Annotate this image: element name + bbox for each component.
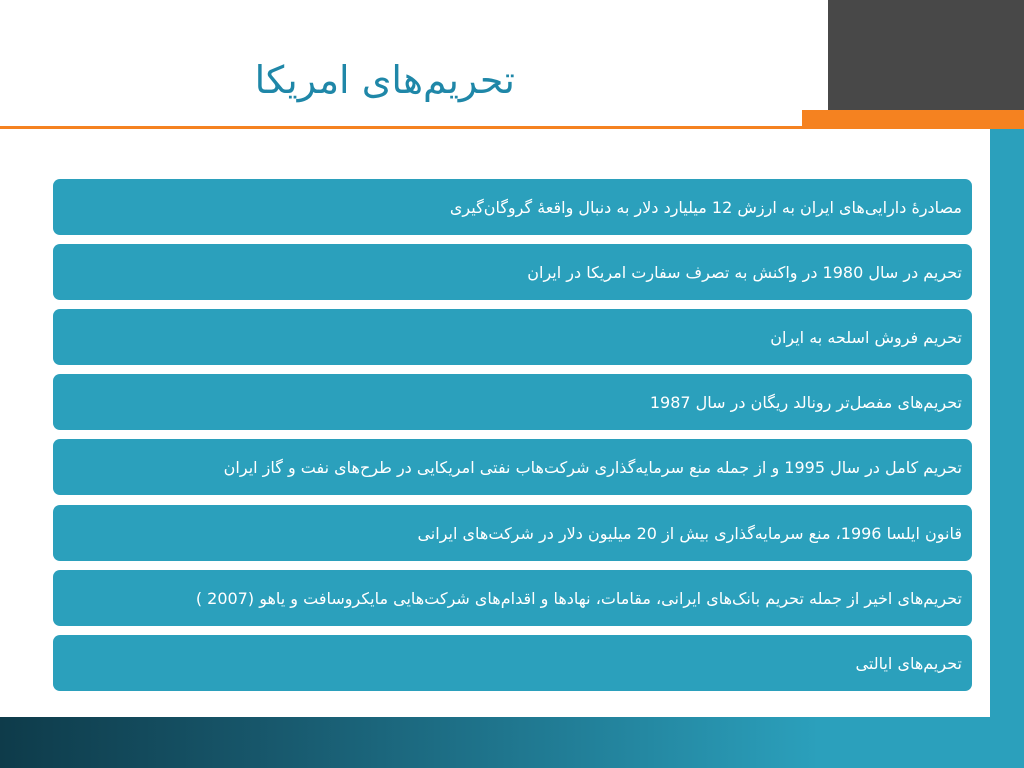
list-item [53, 244, 972, 300]
list-item-label: قانون ایلسا 1996، منع سرمایه‌گذاری بیش از 20 میلیون دلار در شرکت‌های ایرانی [417, 523, 962, 543]
list-item-label: مصادرهٔ دارایی‌های ایران به ارزش 12 میلیارد دلار به دنبال واقعهٔ گروگان‌گیری [449, 197, 962, 217]
list-item [53, 309, 972, 365]
orange-divider-line [0, 126, 802, 129]
list-item-label: تحریم کامل در سال 1995 و از جمله منع سرمایه‌گذاری شرکت‌هاب نفتی امریکایی در طرح‌های نفت و گاز ایران [223, 457, 962, 477]
list-item-label: تحریم در سال 1980 در واکنش به تصرف سفارت امریکا در ایران [527, 262, 962, 282]
right-teal-bar [990, 129, 1024, 717]
orange-accent-block [802, 110, 1024, 129]
slide-title: تحریم‌های امریکا [254, 58, 515, 102]
list-item-label: تحریم‌های اخیر از جمله تحریم بانک‌های ایرانی، مقامات، نهادها و اقدام‌های شرکت‌هایی مایکروسافت و یاهو (2007 ) [195, 588, 962, 608]
list-item [53, 179, 972, 235]
bottom-gradient-band [0, 717, 1024, 768]
list-item [53, 505, 972, 561]
list-item-label: تحریم‌های ایالتی [855, 653, 962, 673]
list-item [53, 570, 972, 626]
list-item-label: تحریم‌های مفصل‌تر رونالد ریگان در سال 1987 [649, 392, 962, 412]
corner-decoration [828, 0, 1024, 110]
list-item [53, 374, 972, 430]
list-item-label: تحریم فروش اسلحه به ایران [770, 327, 962, 347]
sanctions-list [53, 179, 972, 691]
list-item [53, 439, 972, 495]
list-item [53, 635, 972, 691]
